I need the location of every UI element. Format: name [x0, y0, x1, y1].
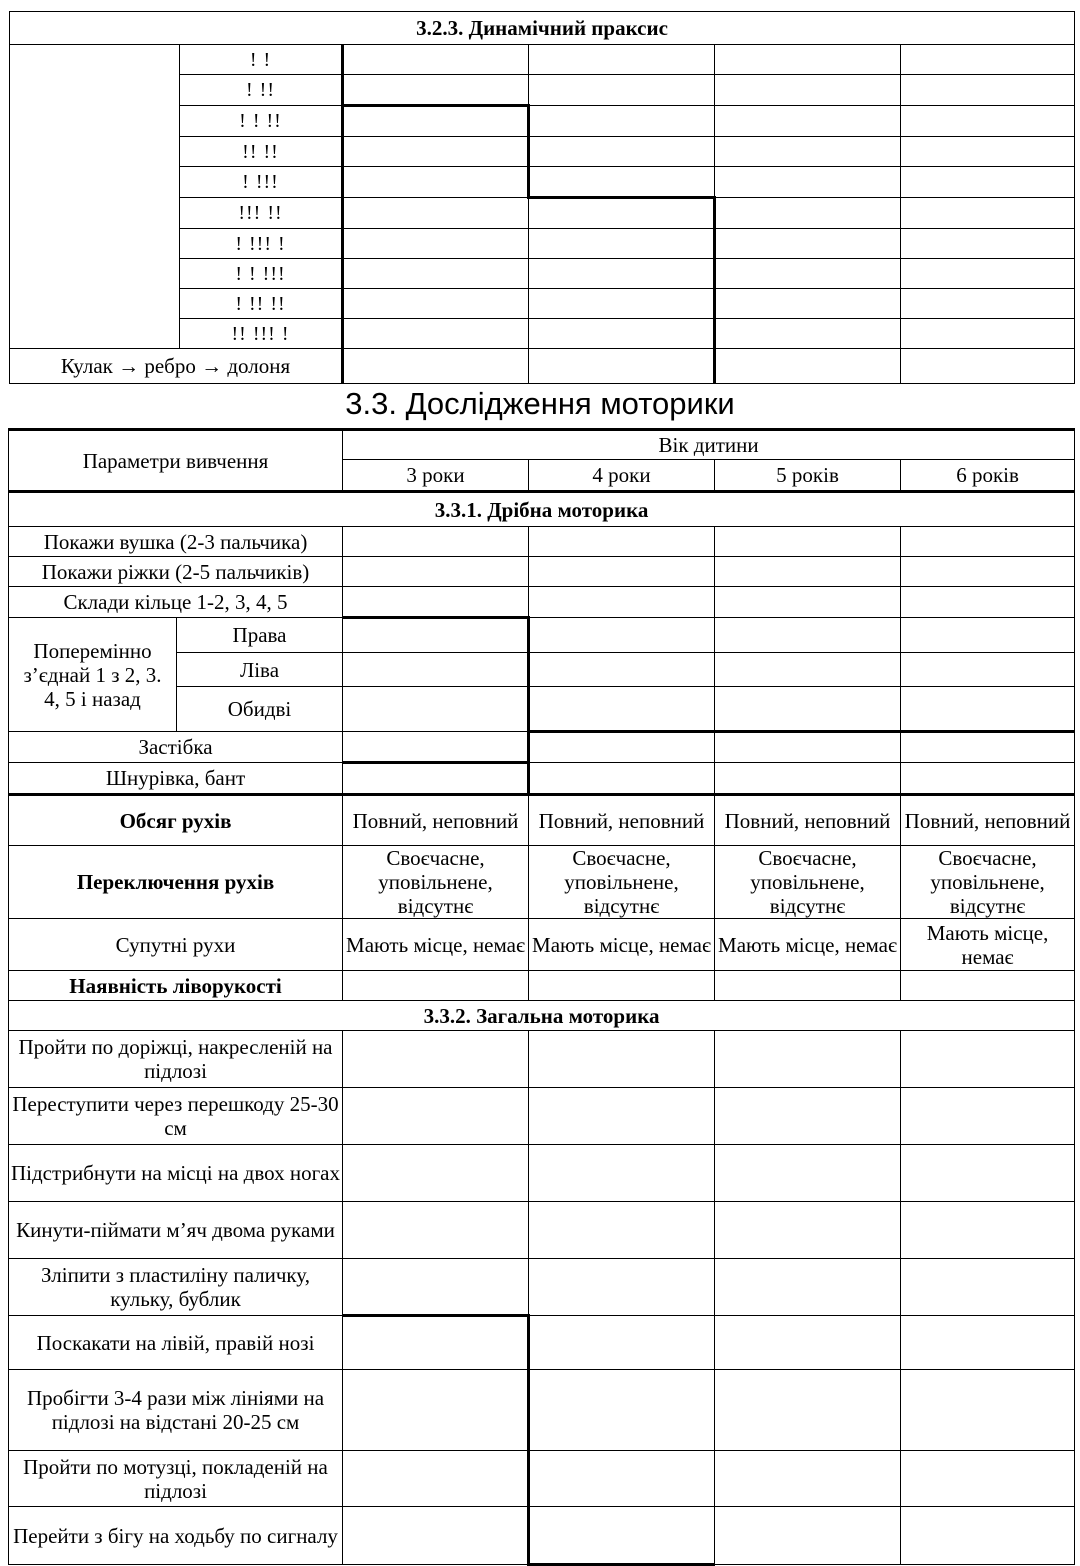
praxis-cell	[901, 167, 1075, 198]
praxis-cell	[901, 259, 1075, 289]
answer-cell	[715, 1316, 901, 1370]
gross-row-label: Пройти по доріжці, накресленій на підлозі	[9, 1031, 343, 1088]
answer-cell	[715, 1507, 901, 1565]
answer-cell	[529, 527, 715, 557]
hand-label: Ліва	[177, 653, 343, 687]
praxis-cell	[901, 106, 1075, 137]
option-text: Повний, неповний	[343, 795, 529, 846]
fine-row-label: Склади кільце 1-2, 3, 4, 5	[9, 587, 343, 618]
option-text: Своєчасне, уповільнене, відсутнє	[901, 846, 1075, 919]
answer-cell	[529, 1451, 715, 1507]
answer-cell	[343, 587, 529, 618]
praxis-pattern: ! !!	[180, 75, 343, 106]
answer-cell	[529, 1316, 715, 1370]
answer-cell	[901, 971, 1075, 1001]
assoc-label: Супутні рухи	[9, 919, 343, 971]
answer-cell	[343, 1145, 529, 1202]
praxis-pattern: ! ! !!	[180, 106, 343, 137]
answer-cell	[343, 618, 529, 653]
praxis-cell	[529, 45, 715, 75]
answer-cell	[901, 1507, 1075, 1565]
option-text: Мають місце, немає	[901, 919, 1075, 971]
gross-row-label: Підстрибнути на місці на двох ногах	[9, 1145, 343, 1202]
praxis-cell	[715, 229, 901, 259]
praxis-pattern: !! !!	[180, 137, 343, 167]
answer-cell	[343, 1370, 529, 1451]
answer-cell	[901, 732, 1075, 763]
praxis-cell	[901, 45, 1075, 75]
praxis-pattern: !! !!! !	[180, 319, 343, 349]
praxis-cell	[343, 137, 529, 167]
lace-label: Шнурівка, бант	[9, 763, 343, 795]
praxis-cell	[529, 137, 715, 167]
answer-cell	[529, 557, 715, 587]
praxis-cell	[901, 289, 1075, 319]
answer-cell	[715, 653, 901, 687]
answer-cell	[715, 732, 901, 763]
praxis-cell	[529, 259, 715, 289]
zip-label: Застібка	[9, 732, 343, 763]
praxis-cell	[343, 349, 529, 384]
gross-motor-title: 3.3.2. Загальна моторика	[9, 1001, 1075, 1031]
gross-row-label: Кинути-піймати м’яч двома руками	[9, 1202, 343, 1259]
answer-cell	[343, 732, 529, 763]
praxis-footer-label: Кулак → ребро → долоня	[10, 349, 343, 384]
gross-row-label: Переступити через перешкоду 25-30 см	[9, 1088, 343, 1145]
praxis-cell	[343, 45, 529, 75]
answer-cell	[343, 971, 529, 1001]
praxis-cell	[529, 319, 715, 349]
hand-label: Права	[177, 618, 343, 653]
option-text: Мають місце, немає	[715, 919, 901, 971]
volume-label: Обсяг рухів	[9, 795, 343, 846]
answer-cell	[715, 1370, 901, 1451]
answer-cell	[529, 1370, 715, 1451]
answer-cell	[343, 1031, 529, 1088]
answer-cell	[529, 1259, 715, 1316]
answer-cell	[901, 1370, 1075, 1451]
praxis-cell	[715, 198, 901, 229]
praxis-cell	[343, 106, 529, 137]
option-text: Повний, неповний	[529, 795, 715, 846]
gross-row-label: Перейти з бігу на ходьбу по сигналу	[9, 1507, 343, 1565]
praxis-pattern: ! ! !!!	[180, 259, 343, 289]
answer-cell	[343, 1259, 529, 1316]
answer-cell	[901, 1031, 1075, 1088]
answer-cell	[715, 687, 901, 732]
answer-cell	[343, 653, 529, 687]
praxis-cell	[343, 198, 529, 229]
answer-cell	[901, 587, 1075, 618]
answer-cell	[901, 687, 1075, 732]
left-handed-label: Наявність ліворукості	[9, 971, 343, 1001]
answer-cell	[529, 687, 715, 732]
answer-cell	[343, 1088, 529, 1145]
age-column-header: 5 років	[715, 460, 901, 492]
option-text: Повний, неповний	[901, 795, 1075, 846]
answer-cell	[901, 557, 1075, 587]
praxis-cell	[715, 289, 901, 319]
answer-cell	[715, 1259, 901, 1316]
praxis-cell	[529, 349, 715, 384]
answer-cell	[715, 971, 901, 1001]
answer-cell	[715, 1031, 901, 1088]
praxis-cell	[901, 229, 1075, 259]
answer-cell	[529, 1145, 715, 1202]
praxis-cell	[715, 106, 901, 137]
option-text: Своєчасне, уповільнене, відсутнє	[529, 846, 715, 919]
alternate-fingers-label: Поперемінно з’єднай 1 з 2, 3. 4, 5 і назад	[9, 618, 177, 732]
praxis-cell	[901, 198, 1075, 229]
praxis-cell	[343, 289, 529, 319]
answer-cell	[715, 1088, 901, 1145]
answer-cell	[901, 763, 1075, 795]
praxis-cell	[343, 259, 529, 289]
praxis-cell	[529, 229, 715, 259]
answer-cell	[901, 1451, 1075, 1507]
option-text: Мають місце, немає	[343, 919, 529, 971]
option-text: Своєчасне, уповільнене, відсутнє	[343, 846, 529, 919]
fine-motor-title: 3.3.1. Дрібна моторика	[9, 492, 1075, 527]
answer-cell	[343, 1507, 529, 1565]
answer-cell	[715, 587, 901, 618]
answer-cell	[901, 1088, 1075, 1145]
answer-cell	[901, 1259, 1075, 1316]
answer-cell	[715, 557, 901, 587]
answer-cell	[343, 557, 529, 587]
praxis-cell	[343, 75, 529, 106]
answer-cell	[529, 618, 715, 653]
praxis-cell	[715, 259, 901, 289]
answer-cell	[529, 1202, 715, 1259]
praxis-cell	[529, 167, 715, 198]
answer-cell	[529, 971, 715, 1001]
age-column-header: 3 роки	[343, 460, 529, 492]
answer-cell	[529, 732, 715, 763]
praxis-cell	[715, 75, 901, 106]
praxis-pattern: ! !!! !	[180, 229, 343, 259]
answer-cell	[715, 1202, 901, 1259]
praxis-cell	[901, 319, 1075, 349]
answer-cell	[343, 763, 529, 795]
answer-cell	[715, 527, 901, 557]
age-column-header: 4 роки	[529, 460, 715, 492]
fine-row-label: Покажи ріжки (2-5 пальчиків)	[9, 557, 343, 587]
fine-row-label: Покажи вушка (2-3 пальчика)	[9, 527, 343, 557]
praxis-cell	[343, 167, 529, 198]
answer-cell	[901, 1316, 1075, 1370]
praxis-cell	[343, 319, 529, 349]
praxis-pattern: ! !! !!	[180, 289, 343, 319]
answer-cell	[901, 527, 1075, 557]
answer-cell	[715, 618, 901, 653]
answer-cell	[529, 1507, 715, 1565]
dynamic-praxis-table	[9, 11, 1075, 384]
answer-cell	[715, 1451, 901, 1507]
praxis-cell	[901, 349, 1075, 384]
praxis-cell	[715, 137, 901, 167]
switch-label: Переключення рухів	[9, 846, 343, 919]
praxis-cell	[901, 137, 1075, 167]
section-title: 3.3. Дослідження моторики	[345, 386, 735, 421]
answer-cell	[343, 1202, 529, 1259]
gross-row-label: Поскакати на лівій, правій нозі	[9, 1316, 343, 1370]
answer-cell	[529, 763, 715, 795]
answer-cell	[901, 618, 1075, 653]
option-text: Мають місце, немає	[529, 919, 715, 971]
option-text: Повний, неповний	[715, 795, 901, 846]
answer-cell	[343, 1451, 529, 1507]
praxis-cell	[529, 198, 715, 229]
praxis-cell	[529, 75, 715, 106]
answer-cell	[529, 653, 715, 687]
age-column-header: 6 років	[901, 460, 1075, 492]
answer-cell	[901, 1202, 1075, 1259]
praxis-cell	[901, 75, 1075, 106]
answer-cell	[715, 1145, 901, 1202]
praxis-cell	[715, 319, 901, 349]
gross-row-label: Пройти по мотузці, покладеній на підлозі	[9, 1451, 343, 1507]
option-text: Своєчасне, уповільнене, відсутнє	[715, 846, 901, 919]
praxis-cell	[715, 167, 901, 198]
praxis-cell	[343, 229, 529, 259]
gross-row-label: Зліпити з пластиліну паличку, кульку, бублик	[9, 1259, 343, 1316]
answer-cell	[529, 587, 715, 618]
answer-cell	[901, 653, 1075, 687]
answer-cell	[343, 1316, 529, 1370]
gross-row-label: Пробігти 3-4 рази між лініями на підлозі на відстані 20-25 см	[9, 1370, 343, 1451]
praxis-pattern: !!! !!	[180, 198, 343, 229]
answer-cell	[901, 1145, 1075, 1202]
praxis-blank-cell	[10, 45, 180, 349]
answer-cell	[343, 527, 529, 557]
param-header: Параметри вивчення	[9, 430, 343, 492]
hand-label: Обидві	[177, 687, 343, 732]
praxis-pattern: ! !!!	[180, 167, 343, 198]
praxis-cell	[715, 45, 901, 75]
praxis-pattern: ! !	[180, 45, 343, 75]
answer-cell	[529, 1031, 715, 1088]
answer-cell	[529, 1088, 715, 1145]
praxis-cell	[529, 106, 715, 137]
motor-table	[8, 428, 1075, 1566]
praxis-cell	[529, 289, 715, 319]
answer-cell	[715, 763, 901, 795]
praxis-cell	[715, 349, 901, 384]
answer-cell	[343, 687, 529, 732]
age-header: Вік дитини	[343, 430, 1075, 460]
praxis-title: 3.2.3. Динамічний праксис	[10, 12, 1075, 45]
